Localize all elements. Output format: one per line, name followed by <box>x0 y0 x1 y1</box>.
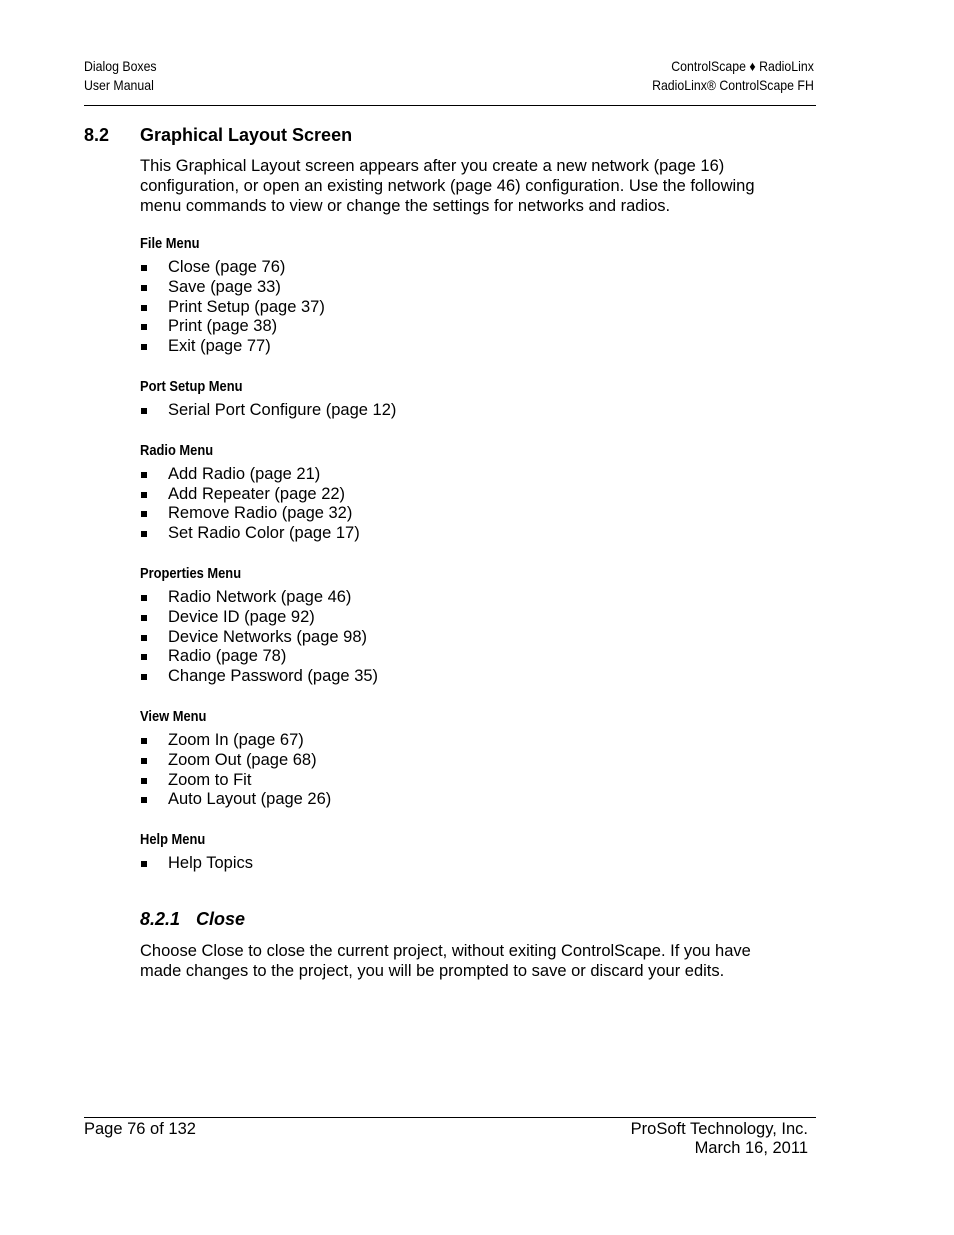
intro-paragraph: This Graphical Layout screen appears after you create a new network (page 16) configuration, or open an existing network (page 46) configuration. Use the following menu commands to view or change the settings for networks and radios. <box>140 157 755 215</box>
bullet-icon <box>141 595 147 601</box>
list-item: Help Topics <box>140 854 780 874</box>
list-item: Remove Radio (page 32) <box>140 504 780 524</box>
list-item: Zoom to Fit <box>140 771 780 791</box>
list-item: Add Repeater (page 22) <box>140 485 780 505</box>
list-item: Radio (page 78) <box>140 647 780 667</box>
bullet-icon <box>141 472 147 478</box>
section-title: Graphical Layout Screen <box>140 125 353 145</box>
file-menu-heading: File Menu <box>140 235 200 252</box>
port-setup-menu-list <box>140 401 780 421</box>
radio-menu-heading: Radio Menu <box>140 441 214 459</box>
bullet-icon <box>141 531 147 537</box>
header-left <box>84 57 157 95</box>
bullet-icon <box>141 861 147 867</box>
list-item: Exit (page 77) <box>140 337 780 357</box>
help-menu-heading: Help Menu <box>140 831 206 849</box>
subsection-heading <box>140 909 245 930</box>
list-item: Zoom Out (page 68) <box>140 751 780 771</box>
section-content <box>140 156 780 874</box>
list-item: Device Networks (page 98) <box>140 628 780 648</box>
list-item: Device ID (page 92) <box>140 608 780 628</box>
bullet-icon <box>141 654 147 660</box>
footer-page-number: Page 76 of 132 <box>84 1120 196 1138</box>
header-chapter: Dialog Boxes <box>84 58 157 74</box>
list-item: Change Password (page 35) <box>140 667 780 687</box>
header-divider <box>84 105 816 106</box>
help-menu-list <box>140 854 780 874</box>
properties-menu-heading: Properties Menu <box>140 564 242 582</box>
list-item: Auto Layout (page 26) <box>140 790 780 810</box>
bullet-icon <box>141 615 147 621</box>
list-item: Zoom In (page 67) <box>140 731 780 751</box>
view-menu-heading: View Menu <box>140 707 207 725</box>
bullet-icon <box>141 492 147 498</box>
bullet-icon <box>141 511 147 517</box>
footer-right <box>631 1120 808 1158</box>
list-item: Radio Network (page 46) <box>140 588 780 608</box>
bullet-icon <box>141 674 147 680</box>
list-item: Print Setup (page 37) <box>140 298 780 318</box>
bullet-icon <box>141 285 147 291</box>
bullet-icon <box>141 778 147 784</box>
section-number: 8.2 <box>84 125 110 145</box>
bullet-icon <box>141 344 147 350</box>
list-item: Add Radio (page 21) <box>140 465 780 485</box>
view-menu-list <box>140 731 780 810</box>
bullet-icon <box>141 324 147 330</box>
list-item: Close (page 76) <box>140 258 780 278</box>
properties-menu-list <box>140 588 780 687</box>
bullet-icon <box>141 635 147 641</box>
subsection-title: Close <box>196 909 246 929</box>
list-item: Print (page 38) <box>140 317 780 337</box>
list-item: Set Radio Color (page 17) <box>140 524 780 544</box>
bullet-icon <box>141 265 147 271</box>
file-menu-list <box>140 258 780 357</box>
header-product-line: ControlScape ♦ RadioLinx <box>671 58 814 74</box>
list-item: Serial Port Configure (page 12) <box>140 401 780 421</box>
header-product-name: RadioLinx® ControlScape FH <box>652 77 814 93</box>
bullet-icon <box>141 738 147 744</box>
footer-date: March 16, 2011 <box>694 1139 808 1157</box>
subsection-number: 8.2.1 <box>140 909 181 929</box>
footer-company: ProSoft Technology, Inc. <box>630 1120 808 1138</box>
list-item: Save (page 33) <box>140 278 780 298</box>
close-paragraph: Choose Close to close the current project, without exiting ControlScape. If you have made changes to the project, you will be prompted to save or discard your edits. <box>140 942 751 980</box>
bullet-icon <box>141 758 147 764</box>
bullet-icon <box>141 305 147 311</box>
bullet-icon <box>141 408 147 414</box>
header-right <box>652 57 814 95</box>
bullet-icon <box>141 797 147 803</box>
footer-divider <box>84 1117 816 1118</box>
radio-menu-list <box>140 465 780 544</box>
port-setup-menu-heading: Port Setup Menu <box>140 377 243 395</box>
header-doc-type: User Manual <box>84 77 154 93</box>
